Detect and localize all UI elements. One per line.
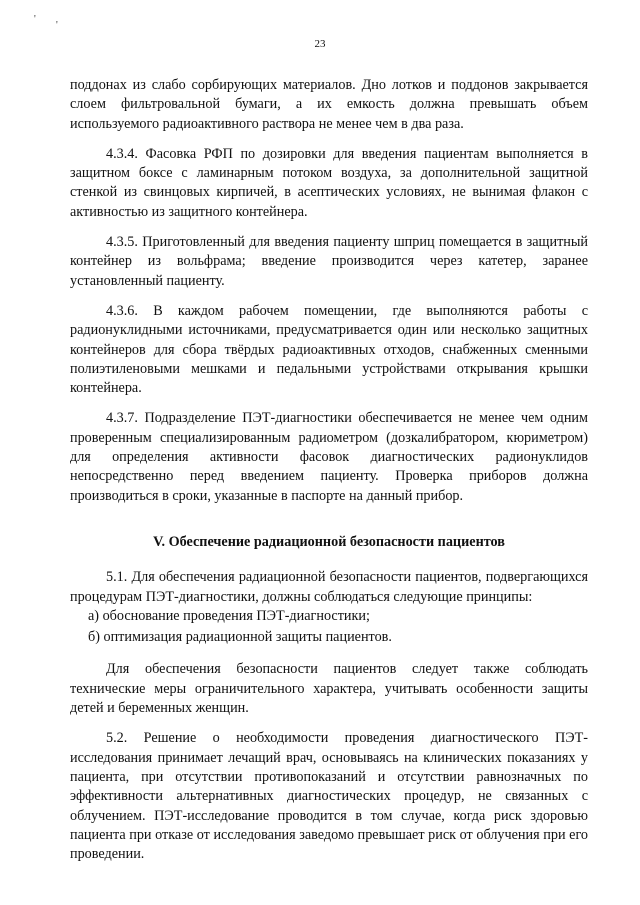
paragraph-continuation: поддонах из слабо сорбирующих материалов. Дно лотков и поддонов закрывается слоем фильтровальной бумаги, а их емкость должна превышать объем используемого радиоактивного раствора не менее чем в два раза.: [70, 77, 588, 132]
paragraph-4-3-4: 4.3.4. Фасовка РФП по дозировки для введения пациентам выполняется в защитном боксе с ламинарным потоком воздуха, за дополнительной защитной стенкой из свинцовых кирпичей, в асептических условиях, не вынимая флакон с активностью из защитного контейнера.: [70, 145, 588, 220]
page-number: 23: [314, 38, 326, 50]
paragraph-4-3-5: 4.3.5. Приготовленный для введения пациенту шприц помещается в защитный контейнер из вольфрама; введение производится через катетер, заранее установленный пациенту.: [70, 234, 588, 289]
paragraph-4-3-6: 4.3.6. В каждом рабочем помещении, где выполняются работы с радионуклидными источниками, предусматривается один или несколько защитных контейнеров для сбора твёрдых радиоактивных отходов, снабженных сменными полиэтиленовыми мешками и педальными устройствами открывания крышки контейнера.: [70, 302, 588, 397]
list-item-b: б) оптимизация радиационной защиты пациентов.: [88, 629, 392, 646]
scan-mark: ': [34, 14, 36, 25]
list-item-a: а) обоснование проведения ПЭТ-диагностики;: [88, 607, 370, 624]
paragraph-4-3-7: 4.3.7. Подразделение ПЭТ-диагностики обеспечивается не менее чем одним проверенным специализированным радиометром (дозкалибратором, кюриметром) для определения активности фасовок диагностических радионуклидов непосредственно перед введением пациенту. Проверка приборов должна производиться в сроки, указанные в паспорте на данный прибор.: [70, 410, 588, 504]
paragraph-safety-measures: Для обеспечения безопасности пациентов следует также соблюдать технические меры ограничительного характера, учитывать особенности защиты детей и беременных женщин.: [70, 661, 588, 717]
document-body: [70, 76, 588, 875]
section-heading: V. Обеспечение радиационной безопасности пациентов: [153, 533, 505, 550]
scan-mark: ': [56, 20, 58, 31]
paragraph-5-1: 5.1. Для обеспечения радиационной безопасности пациентов, подвергающихся процедурам ПЭТ-диагностики, должны соблюдаться следующие принципы:: [70, 569, 588, 605]
paragraph-5-2: 5.2. Решение о необходимости проведения диагностического ПЭТ-исследования принимает лечащий врач, основываясь на клинических показаниях у пациента, при отсутствии противопоказаний и отсутствии равнозначных по эффективности альтернативных диагностических процедур, не связанных с облучением. ПЭТ-исследование проводится в том случае, когда риск здоровью пациента при отказе от исследования заведомо превышает риск от облучения при его проведении.: [70, 730, 588, 863]
